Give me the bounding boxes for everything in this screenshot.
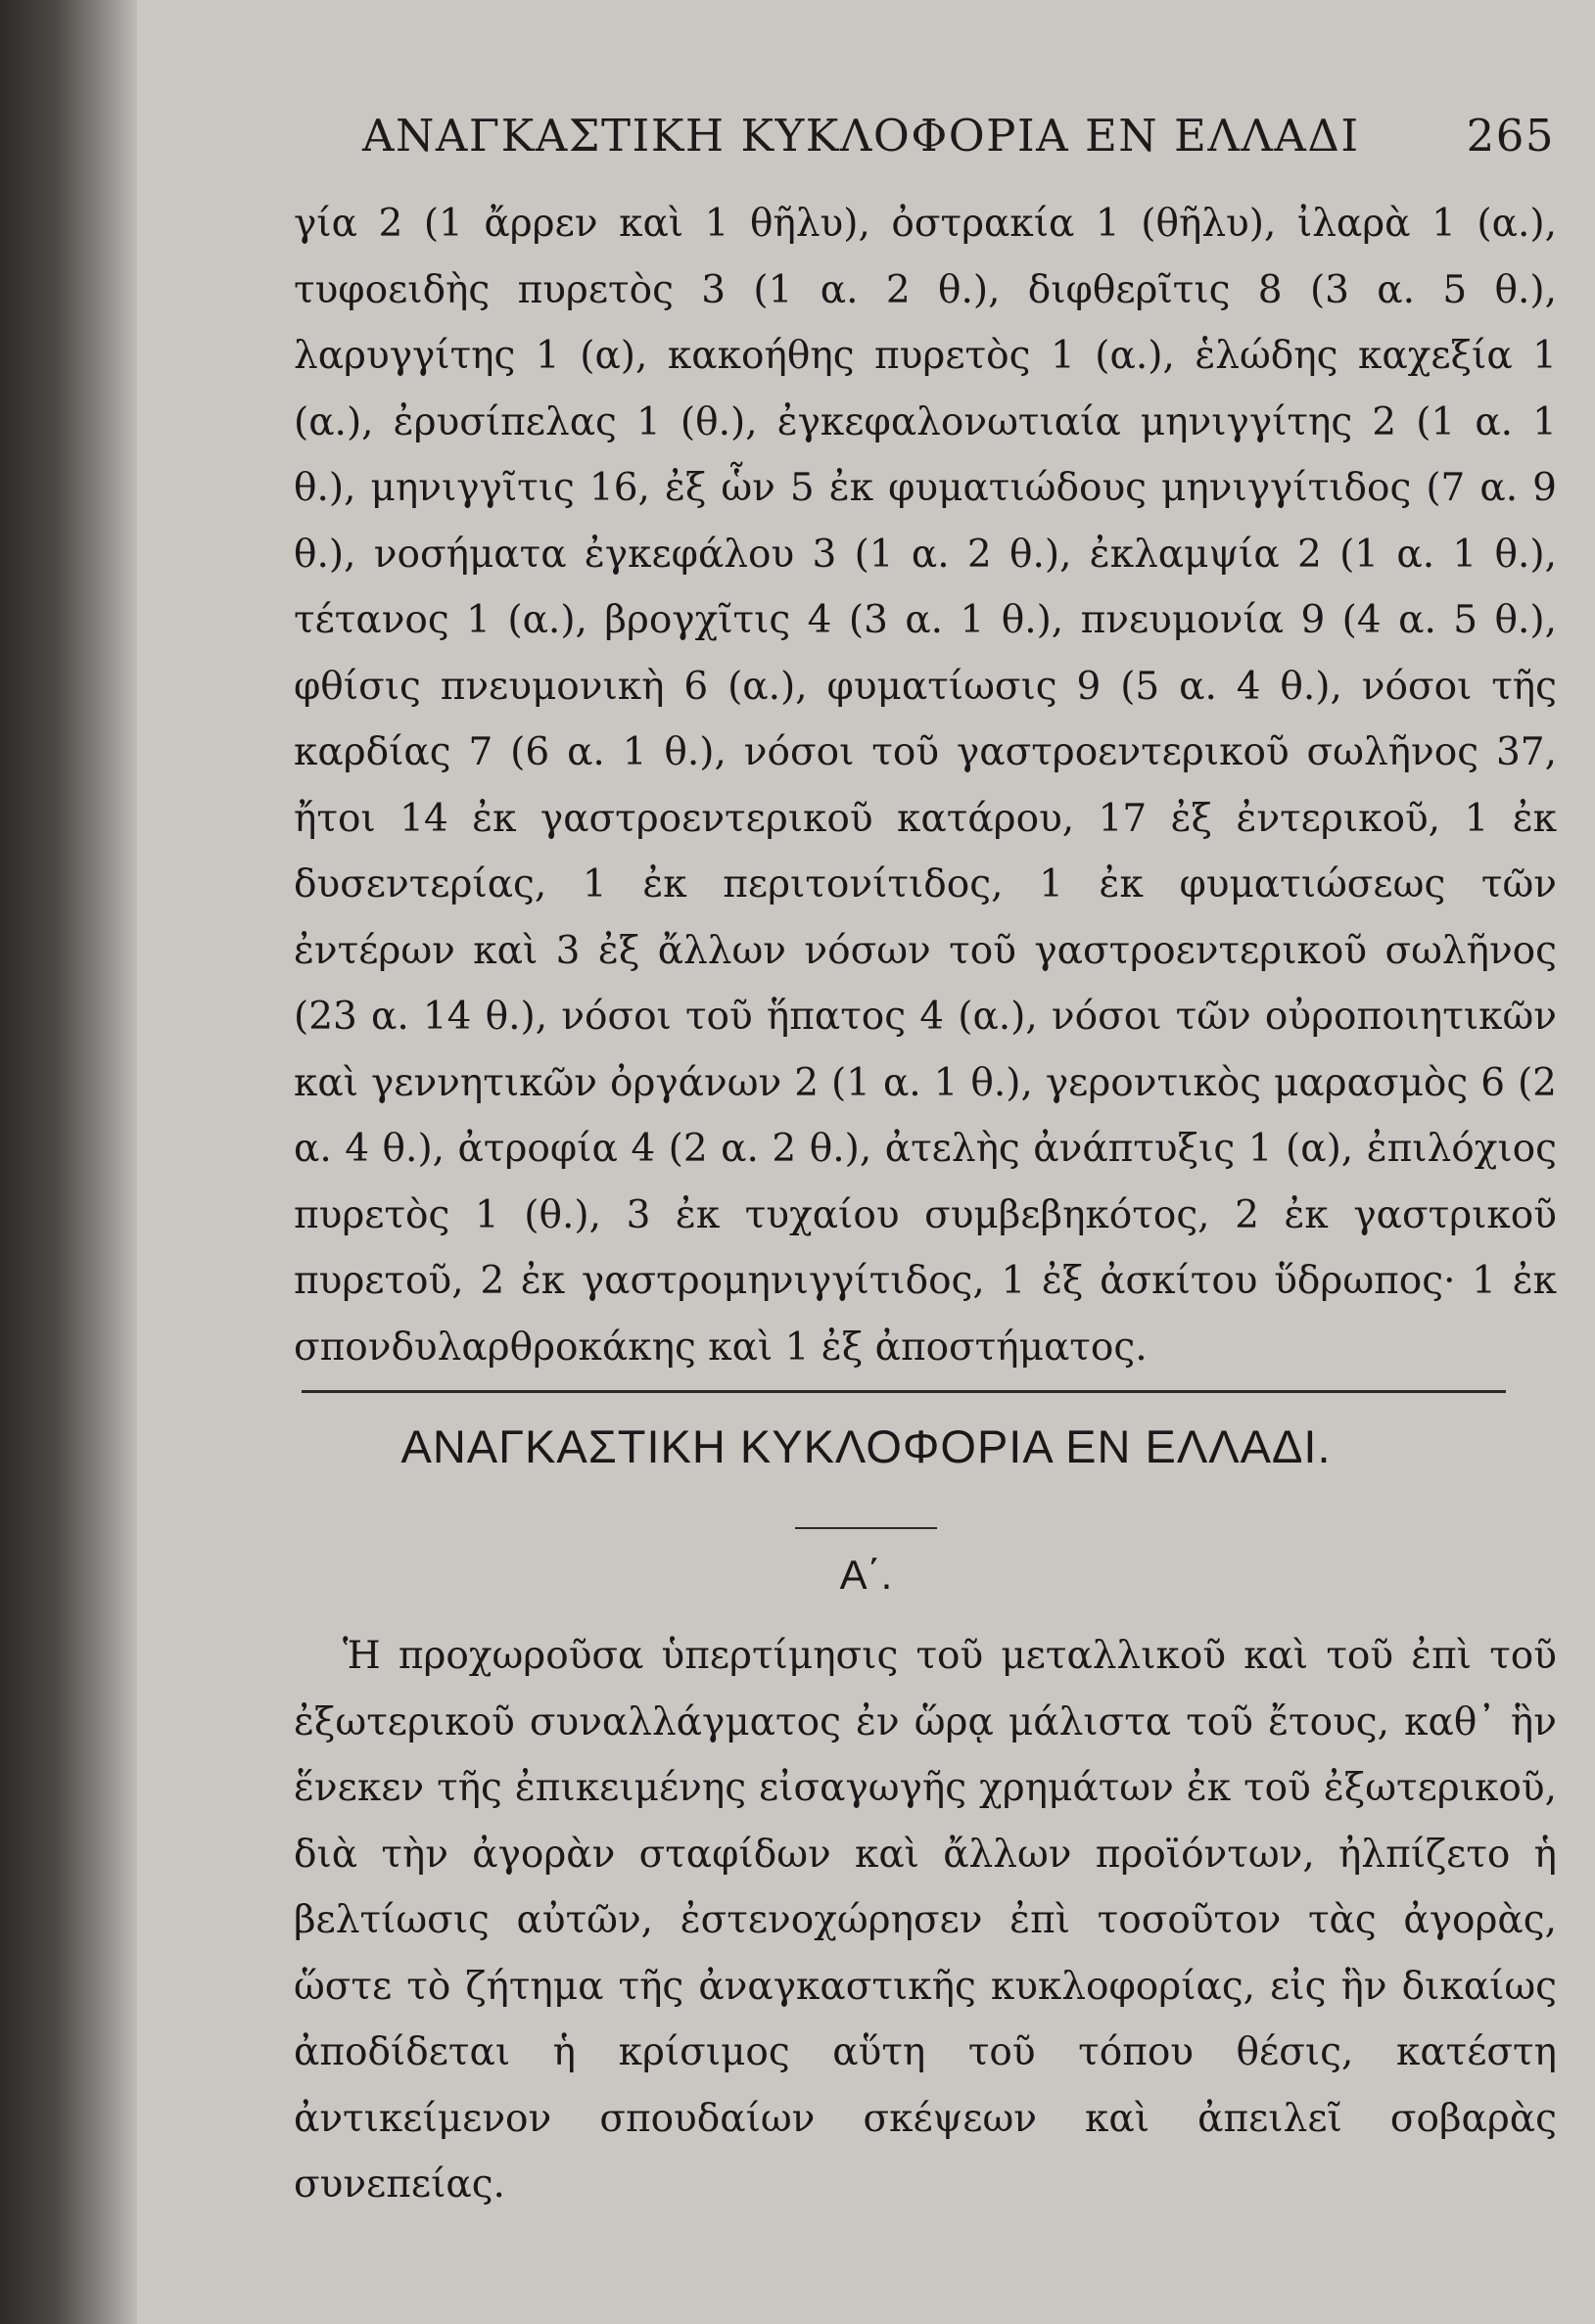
short-divider bbox=[795, 1527, 937, 1529]
part-label: Α΄. bbox=[839, 1552, 893, 1598]
lower-text-block bbox=[294, 1623, 1557, 2218]
page-number: 265 bbox=[1466, 110, 1555, 162]
running-head bbox=[362, 110, 1555, 162]
mortality-list-paragraph: γία 2 (1 ἄρρεν καὶ 1 θῆλυ), ὀστρακία 1 (θῆλυ), ἰλαρὰ 1 (α.), τυφοειδὴς πυρετὸς 3 (1 α. 2 θ.), διφθερῖτις 8 (3 α. 5 θ.), λαρυγγίτης 1 (α), κακοήθης πυρετὸς 1 (α.), ἑλώδης καχεξία 1 (α.), ἐρυσίπελας 1 (θ.), ἐγκεφαλονωτιαία μηνιγγίτης 2 (1 α. 1 θ.), μηνιγγῖτις 16, ἐξ ὧν 5 ἐκ φυματιώδους μηνιγγίτιδος (7 α. 9 θ.), νοσήματα ἐγκεφάλου 3 (1 α. 2 θ.), ἐκλαμψία 2 (1 α. 1 θ.), τέτανος 1 (α.), βρογχῖτις 4 (3 α. 1 θ.), πνευμονία 9 (4 α. 5 θ.), φθίσις πνευμονικὴ 6 (α.), φυματίωσις 9 (5 α. 4 θ.), νόσοι τῆς καρδίας 7 (6 α. 1 θ.), νόσοι τοῦ γαστροεντερικοῦ σωλῆνος 37, ἤτοι 14 ἐκ γαστροεντερικοῦ κατάρου, 17 ἐξ ἐντερικοῦ, 1 ἐκ δυσεντερίας, 1 ἐκ περιτονίτιδος, 1 ἐκ φυματιώσεως τῶν ἐντέρων καὶ 3 ἐξ ἄλλων νόσων τοῦ γαστροεντερικοῦ σωλῆνος (23 α. 14 θ.), νόσοι τοῦ ἥπατος 4 (α.), νόσοι τῶν οὐροποιητικῶν καὶ γεννητικῶν ὀργάνων 2 (1 α. 1 θ.), γεροντικὸς μαρασμὸς 6 (2 α. 4 θ.), ἀτροφία 4 (2 α. 2 θ.), ἀτελὴς ἀνάπτυξις 1 (α), ἐπιλόχιος πυρετὸς 1 (θ.), 3 ἐκ τυχαίου συμβεβηκότος, 2 ἐκ γαστρικοῦ πυρετοῦ, 2 ἐκ γαστρομηνιγγίτιδος, 1 ἐξ ἀσκίτου ὕδρωπος· 1 ἐκ σπονδυλαρθροκάκης καὶ 1 ἐξ ἀποστήματος. bbox=[294, 202, 1557, 1370]
scan-binding-shadow bbox=[0, 0, 137, 2324]
upper-text-block bbox=[294, 191, 1557, 1380]
section-title: ΑΝΑΓΚΑΣΤΙΚΗ ΚΥΚΛΟΦΟΡΙΑ ΕΝ ΕΛΛΑΔΙ. bbox=[400, 1420, 1332, 1472]
intro-paragraph: Ἡ προχωροῦσα ὑπερτίμησις τοῦ μεταλλικοῦ καὶ τοῦ ἐπὶ τοῦ ἐξωτερικοῦ συναλλάγματος ἐν ὥρᾳ μάλιστα τοῦ ἔτους, καθ᾽ ἣν ἕνεκεν τῆς ἐπικειμένης εἰσαγωγῆς χρημάτων ἐκ τοῦ ἐξωτερικοῦ, διὰ τὴν ἀγορὰν σταφίδων καὶ ἄλλων προϊόντων, ἠλπίζετο ἡ βελτίωσις αὐτῶν, ἐστενοχώρησεν ἐπὶ τοσοῦτον τὰς ἀγορὰς, ὥστε τὸ ζήτημα τῆς ἀναγκαστικῆς κυκλοφορίας, εἰς ἣν δικαίως ἀποδίδεται ἡ κρίσιμος αὕτη τοῦ τόπου θέσις, κατέστη ἀντικείμενον σπουδαίων σκέψεων καὶ ἀπειλεῖ σοβαρὰς συνεπείας. bbox=[294, 1634, 1557, 2207]
section-divider bbox=[302, 1390, 1506, 1393]
book-page bbox=[137, 0, 1595, 2324]
running-head-title: ΑΝΑΓΚΑΣΤΙΚΗ ΚΥΚΛΟΦΟΡΙΑ ΕΝ ΕΛΛΑΔΙ bbox=[362, 110, 1360, 162]
